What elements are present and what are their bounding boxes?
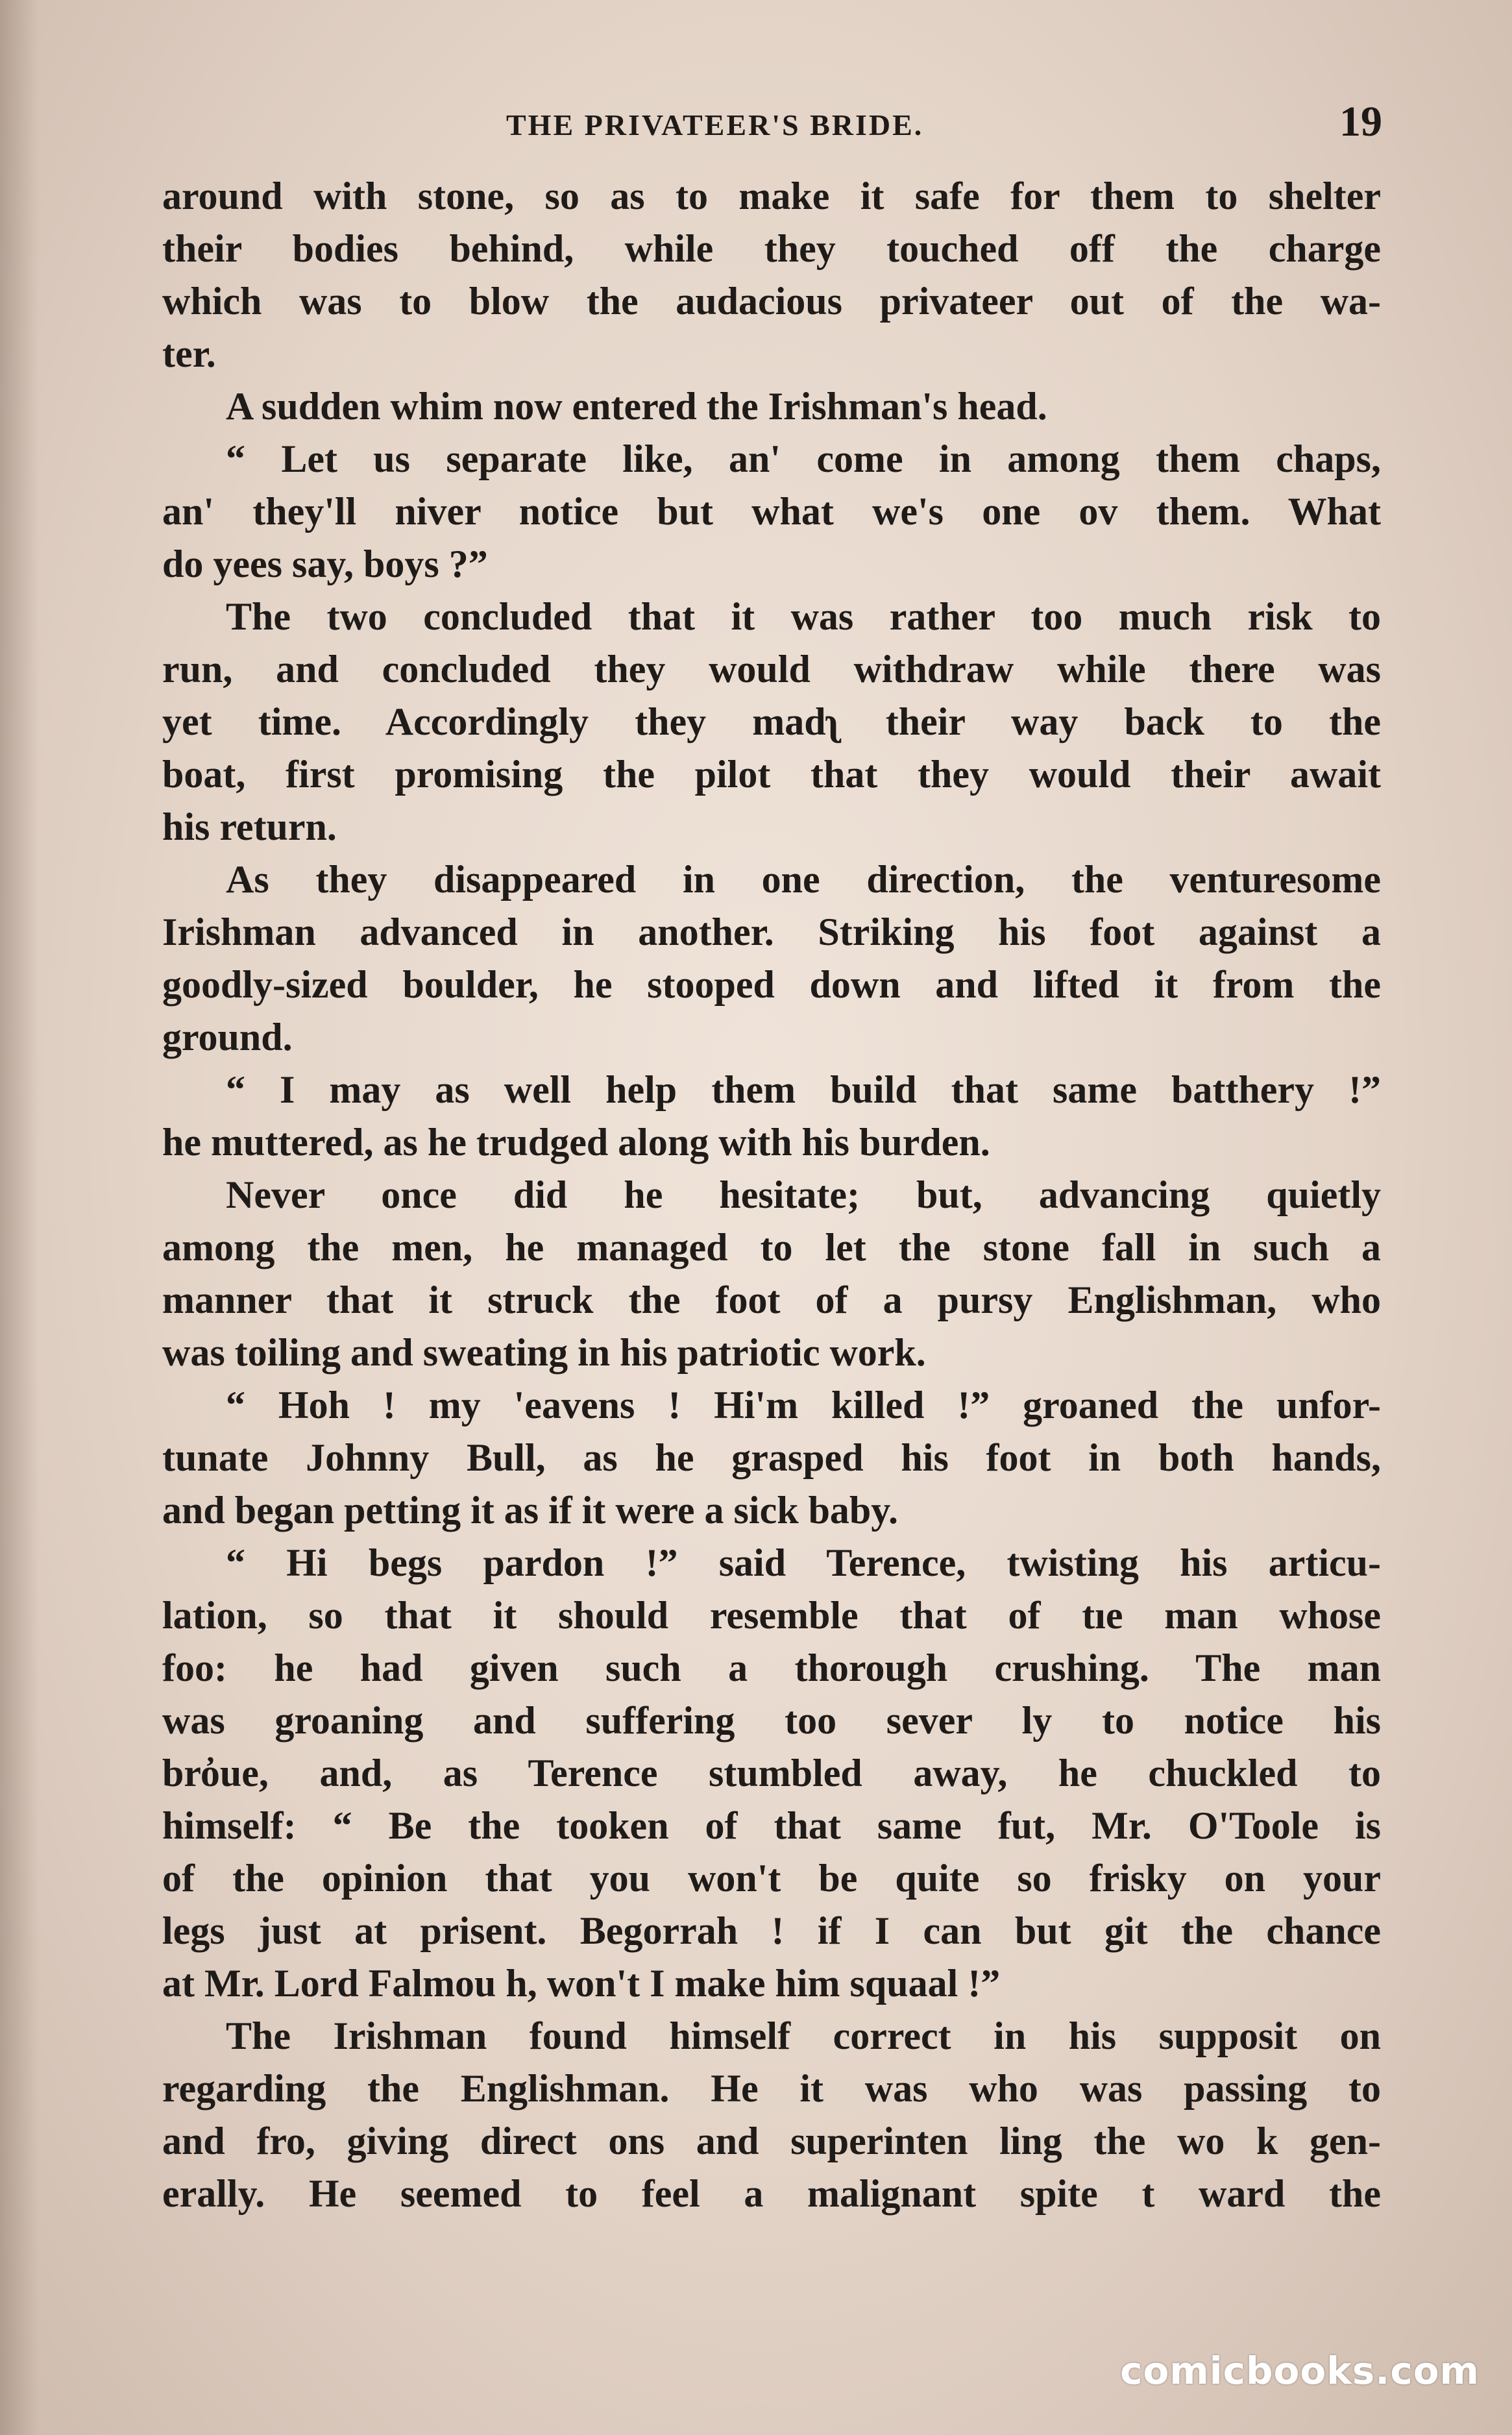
running-title: THE PRIVATEER'S BRIDE. <box>506 108 924 141</box>
text-line: his return. <box>162 805 337 848</box>
text-line: boat, first promising the pilot that they would their await <box>162 753 1381 796</box>
text-line: The Irishman found himself correct in his supposit on <box>226 2014 1381 2057</box>
text-line: “ I may as well help them build that same batthery !” <box>226 1068 1381 1111</box>
text-line: an' they'll niver notice but what we's one ov them. What <box>162 490 1381 533</box>
watermark-logo: comicbooks.com <box>1120 2349 1480 2393</box>
text-line: foo: he had given such a thorough crushing. The man <box>162 1646 1381 1689</box>
text-line: bro̓ue, and, as Terence stumbled away, he chuckled to <box>162 1752 1381 1794</box>
text-line: manner that it struck the foot of a pursy Englishman, who <box>162 1279 1381 1321</box>
text-line: around with stone, so as to make it safe for them to shelter <box>162 175 1381 217</box>
text-line: “ Hi begs pardon !” said Terence, twisting his articu- <box>226 1541 1381 1584</box>
text-line: A sudden whim now entered the Irishman's head. <box>226 385 1047 428</box>
running-head <box>162 97 1382 149</box>
page-gutter-shadow <box>0 0 39 2435</box>
text-line: Never once did he hesitate; but, advancing quietly <box>226 1173 1381 1216</box>
text-line: was toiling and sweating in his patriotic work. <box>162 1331 926 1374</box>
text-line: yet time. Accordingly they madʅ their way back to the <box>162 700 1381 743</box>
text-line: was groaning and suffering too sever ly to notice his <box>162 1699 1381 1742</box>
text-line: he muttered, as he trudged along with his burden. <box>162 1121 990 1164</box>
text-line: himself: “ Be the tooken of that same fut, Mr. O'Toole is <box>162 1804 1381 1847</box>
text-line: legs just at prisent. Begorrah ! if I can but git the chance <box>162 1909 1381 1952</box>
text-line: and fro, giving direct ons and superinten ling the wo k gen- <box>162 2120 1381 2162</box>
text-line: and began petting it as if it were a sick baby. <box>162 1489 898 1532</box>
text-line: tunate Johnny Bull, as he grasped his foot in both hands, <box>162 1436 1381 1479</box>
text-line: The two concluded that it was rather too much risk to <box>226 595 1381 638</box>
text-line: “ Hoh ! my 'eavens ! Hi'm killed !” groaned the unfor- <box>226 1384 1381 1426</box>
text-line: their bodies behind, while they touched off the charge <box>162 227 1381 270</box>
text-line: at Mr. Lord Falmou h, won't I make him squaal !” <box>162 1962 1001 2005</box>
text-line: which was to blow the audacious privateer out of the wa- <box>162 280 1381 323</box>
body-text <box>162 170 1381 2220</box>
text-line: ground. <box>162 1016 293 1058</box>
text-line: “ Let us separate like, an' come in among them chaps, <box>226 437 1381 480</box>
text-line: lation, so that it should resemble that of tıe man whose <box>162 1594 1381 1637</box>
text-line: regarding the Englishman. He it was who was passing to <box>162 2067 1381 2110</box>
text-line: ter. <box>162 332 216 375</box>
text-line: erally. He seemed to feel a malignant spite t ward the <box>162 2172 1381 2215</box>
page-number: 19 <box>1339 98 1382 145</box>
text-line: goodly-sized boulder, he stooped down and lifted it from the <box>162 963 1381 1006</box>
text-line: As they disappeared in one direction, the venturesome <box>226 858 1381 901</box>
text-line: among the men, he managed to let the stone fall in such a <box>162 1226 1381 1269</box>
text-line: do yees say, boys ?” <box>162 543 488 585</box>
text-line: Irishman advanced in another. Striking his foot against a <box>162 911 1381 953</box>
text-line: of the opinion that you won't be quite so frisky on your <box>162 1857 1381 1900</box>
text-line: run, and concluded they would withdraw while there was <box>162 648 1381 691</box>
